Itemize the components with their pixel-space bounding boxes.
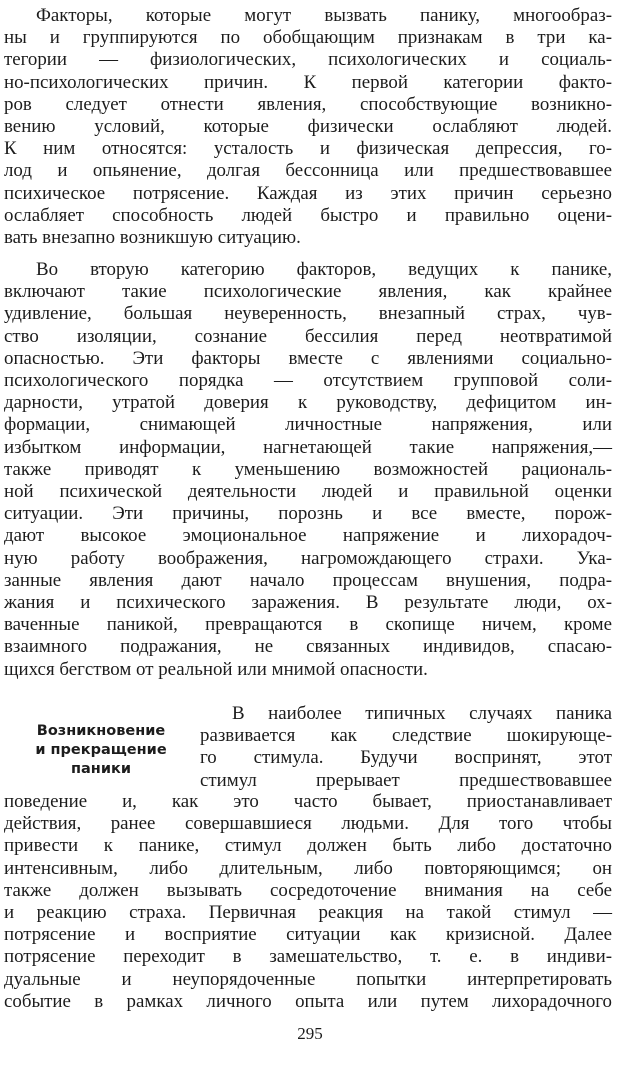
text-line: включают такие психологические явления, как крайнее (4, 281, 612, 303)
text-line: опасностью. Эти факторы вместе с явлениями социально- (4, 347, 612, 369)
side-heading (6, 722, 196, 779)
text-line: щихся бегством от реальной или мнимой опасности. (4, 658, 428, 680)
text-line: потрясение и восприятие ситуации как кризисной. Далее (4, 924, 612, 946)
text-line: действия, ранее совершавшиеся людьми. Для того чтобы (4, 813, 612, 835)
paragraph-onset-body (4, 791, 612, 1013)
text-line: интенсивным, либо длительным, либо повторяющимся; он (4, 857, 612, 879)
text-line: вению условий, которые физически ослабляют людей. (4, 116, 612, 138)
text-line: дуальные и неупорядоченные попытки интерпретировать (4, 968, 612, 990)
text-line: ров следует отнести явления, способствующие возникно- (4, 93, 612, 115)
text-line: занные явления дают начало процессам внушения, подра- (4, 569, 612, 591)
paragraph-psychological-factors (4, 259, 612, 681)
text-line: психологического порядка — отсутствием групповой соли- (4, 370, 612, 392)
text-line: дают высокое эмоциональное напряжение и лихорадоч- (4, 525, 612, 547)
text-line: ство изоляции, сознание бессилия перед неотвратимой (4, 325, 612, 347)
text-line: ваченные паникой, превращаются в скопище ничем, кроме (4, 614, 612, 636)
text-line: формации, снимающей личностные напряжения, или (4, 414, 612, 436)
text-line: удивление, большая неуверенность, внезапный страх, чув- (4, 303, 612, 325)
text-line: развивается как следствие шокирующе- (200, 725, 612, 747)
text-line: но-психологических причин. К первой категории факто- (4, 71, 612, 93)
text-line: лод и опьянение, долгая бессонница или предшествовавшее (4, 160, 612, 182)
text-line: дарности, утратой доверия к руководству, дефицитом ин- (4, 392, 612, 414)
page-number: 295 (297, 1024, 323, 1043)
text-line: потрясение переходит в замешательство, т. е. в индиви- (4, 946, 612, 968)
text-line: вать внезапно возникшую ситуацию. (4, 227, 301, 249)
text-line: Факторы, которые могут вызвать панику, многообраз- (36, 5, 612, 26)
text-line: стимул прерывает предшествовавшее (200, 769, 612, 791)
text-line: избытком информации, нагнетающей такие напряжения,— (4, 436, 612, 458)
side-heading-line: паники (71, 761, 131, 777)
paragraph-physiological-factors (4, 5, 612, 249)
text-line: ситуации. Эти причины, порознь и все вместе, порож- (4, 503, 612, 525)
text-line: ны и группируются по обобщающим признакам в три ка- (4, 27, 612, 49)
text-line: также приводят к уменьшению возможностей рациональ- (4, 458, 612, 480)
text-line: Во вторую категорию факторов, ведущих к панике, (36, 259, 612, 280)
text-line: ослабляет способность людей быстро и правильно оцени- (4, 204, 612, 226)
text-line: психическое потрясение. Каждая из этих причин серьезно (4, 182, 612, 204)
text-line: и реакцию страха. Первичная реакция на такой стимул — (4, 902, 612, 924)
text-line: жания и психического заражения. В результате люди, ох- (4, 592, 612, 614)
text-line: В наиболее типичных случаях паника (232, 703, 612, 724)
text-line: событие в рамках личного опыта или путем лихорадочного (4, 990, 612, 1012)
text-line: ной психической деятельности людей и правильной оценки (4, 481, 612, 503)
text-line: К ним относятся: усталость и физическая депрессия, го- (4, 138, 612, 160)
text-line: также должен вызывать сосредоточение внимания на себе (4, 879, 612, 901)
text-line: го стимула. Будучи воспринят, этот (200, 747, 612, 769)
text-line: тегории — физиологических, психологических и социаль- (4, 49, 612, 71)
side-heading-line: и прекращение (35, 742, 167, 758)
text-line: взаимного подражания, не связанных индивидов, спасаю- (4, 636, 612, 658)
side-heading-line: Возникновение (36, 723, 166, 739)
paragraph-onset-intro (200, 703, 612, 792)
text-line: ную работу воображения, нагромождающего страхи. Ука- (4, 547, 612, 569)
text-line: поведение и, как это часто бывает, приостанавливает (4, 791, 612, 812)
text-line: привести к панике, стимул должен быть либо достаточно (4, 835, 612, 857)
